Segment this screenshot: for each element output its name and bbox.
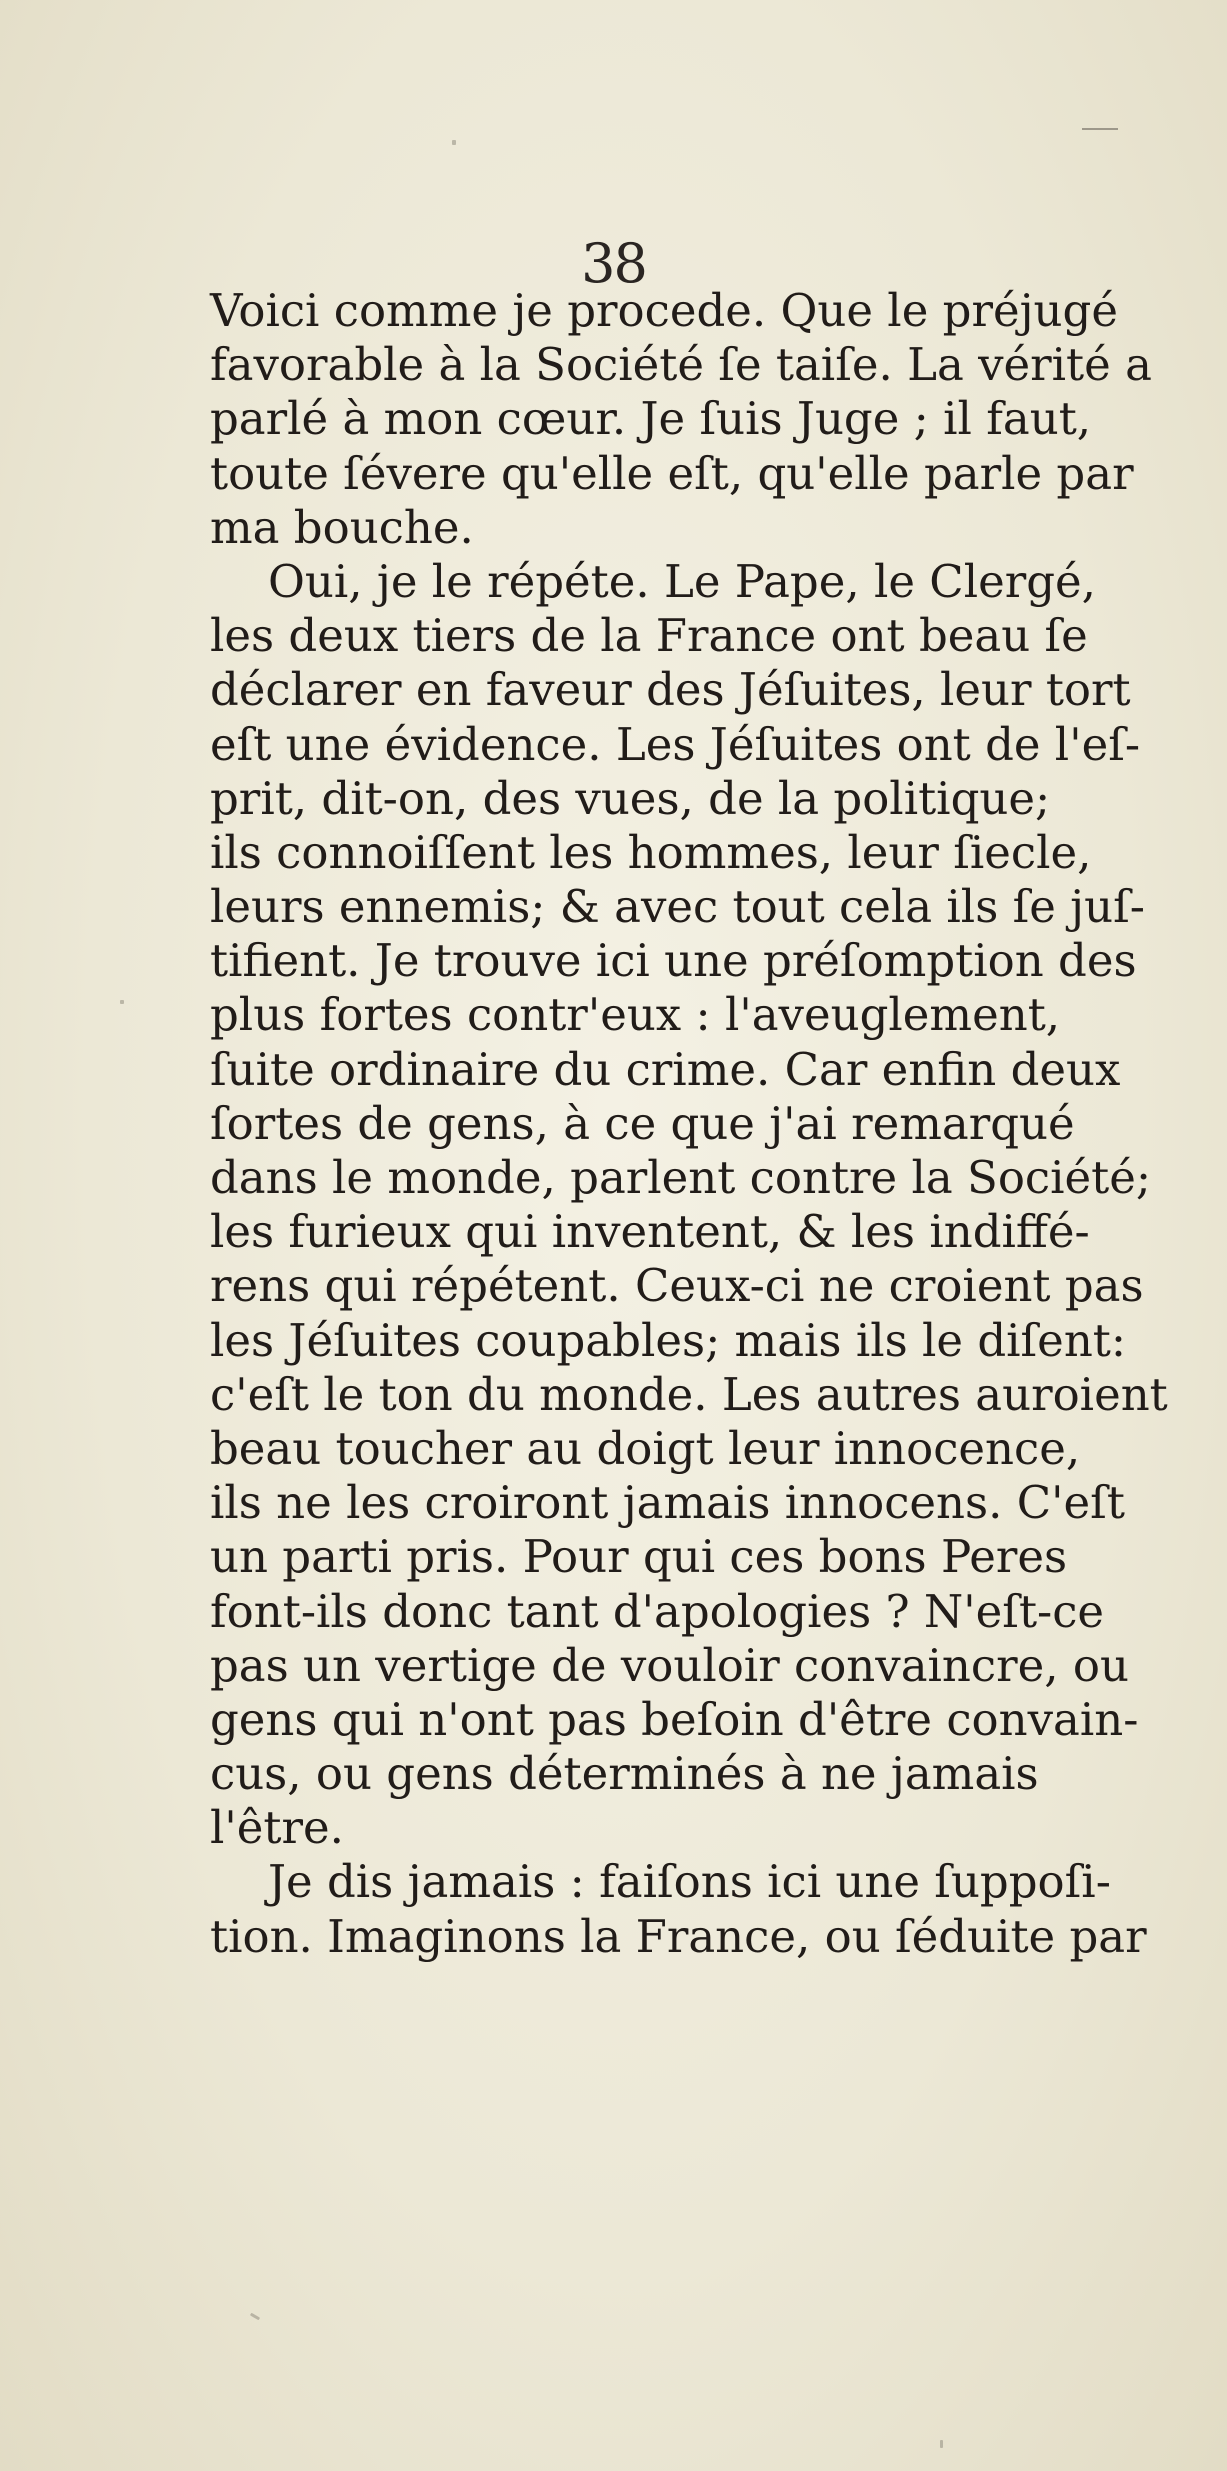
text-line: cus, ou gens déterminés à ne jamais (210, 1747, 1039, 1801)
page-body-text (210, 284, 1227, 1964)
text-line: ma bouche. (210, 500, 474, 554)
text-line: l'être. (210, 1801, 344, 1855)
text-line: ſuite ordinaire du crime. Car enfin deux (210, 1042, 1121, 1096)
text-line: tifient. Je trouve ici une préſomption des (210, 934, 1137, 988)
text-line: rens qui répétent. Ceux-ci ne croient pas (210, 1259, 1144, 1313)
text-line: déclarer en faveur des Jéſuites, leur tort (210, 663, 1131, 717)
text-line: tion. Imaginons la France, ou ſéduite par (210, 1909, 1147, 1963)
text-line: ſortes de gens, à ce que j'ai remarqué (210, 1096, 1075, 1150)
paper-speck (250, 2313, 260, 2321)
text-line: font-ils donc tant d'apologies ? N'eſt-ce (210, 1584, 1105, 1638)
text-line: ils ne les croiront jamais innocens. C'eſt (210, 1476, 1125, 1530)
text-line: les furieux qui inventent, & les indiffé- (210, 1205, 1090, 1259)
text-line: les Jéſuites coupables; mais ils le diſent: (210, 1313, 1127, 1367)
paper-speck (120, 1000, 124, 1004)
paper-speck (940, 2440, 943, 2448)
text-line: parlé à mon cœur. Je ſuis Juge ; il faut, (210, 392, 1092, 446)
text-line: un parti pris. Pour qui ces bons Peres (210, 1530, 1068, 1584)
text-line: pas un vertige de vouloir convaincre, ou (210, 1638, 1129, 1692)
text-line: prit, dit-on, des vues, de la politique; (210, 771, 1051, 825)
text-line: leurs ennemis; & avec tout cela ils ſe juſ- (210, 880, 1145, 934)
paper-speck (452, 140, 456, 145)
text-line: les deux tiers de la France ont beau ſe (210, 609, 1088, 663)
page-mark (1082, 128, 1118, 130)
text-line: Oui, je le répéte. Le Pape, le Clergé, (268, 554, 1096, 608)
text-line: beau toucher au doigt leur innocence, (210, 1421, 1081, 1475)
text-line: plus fortes contr'eux : l'aveuglement, (210, 988, 1061, 1042)
text-line: dans le monde, parlent contre la Société; (210, 1151, 1152, 1204)
page-number: 38 (581, 232, 646, 295)
text-line: Voici comme je procede. Que le préjugé (210, 284, 1118, 337)
text-line: toute ſévere qu'elle eſt, qu'elle parle par (210, 446, 1134, 500)
text-line: ils connoiſſent les hommes, leur ſiecle, (210, 825, 1092, 879)
text-line: favorable à la Société ſe taiſe. La vérité a (210, 338, 1152, 392)
text-line: c'eſt le ton du monde. Les autres auroient (210, 1367, 1168, 1421)
text-line: Je dis jamais : faiſons ici une ſuppoſi- (268, 1855, 1111, 1909)
text-line: eſt une évidence. Les Jéſuites ont de l'eſ- (210, 717, 1141, 771)
text-line: gens qui n'ont pas beſoin d'être convain- (210, 1692, 1139, 1746)
